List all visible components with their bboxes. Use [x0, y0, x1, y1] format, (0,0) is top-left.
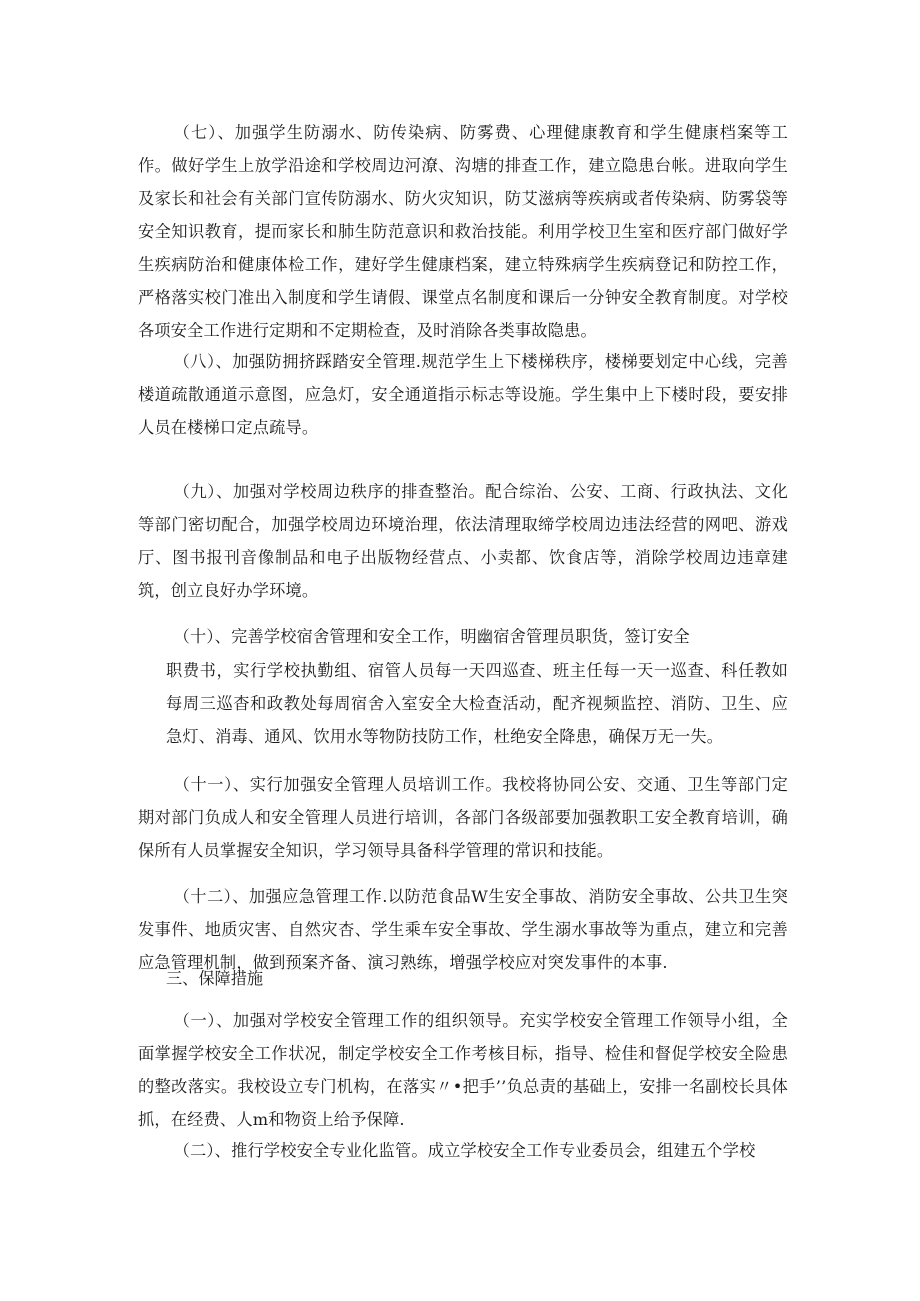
section-heading-safeguards: 三、保障措施 — [166, 969, 264, 988]
paragraph-7-health-education: （七）、加强学生防溺水、防传染病、防雾费、心理健康教育和学生健康档案等工作。做好学生上放学沿途和学校周边河潦、沟塘的排查工作，建立隐患台帐。进取向学生及家长和社会有关部门宣传防溺水、防火灾知识，防艾滋病等疾病或者传染病、防雾袋等安全知识教育，提而家长和肺生防范意识和救治技能。利用学校卫生室和医疗部门做好学生疾病防治和健康体检工作，建好学生健康档案，建立特殊病学生疾病登记和防控工作，严格落实校门准出入制度和学生请假、课堂点名制度和课后一分钟安全教育制度。对学校各项安全工作进行定期和不定期检查，及时消除各类事故隐患。 — [138, 123, 788, 340]
paragraph-2-professional-supervision: （二）、推行学校安全专业化监管。成立学校安全工作专业委员会，组建五个学校 — [173, 1141, 756, 1160]
paragraph-12-emergency-management: （十二）、加强应急管理工作.以防范食品W生安全事故、消防安全事故、公共卫生突发事件、地质灾害、自然灾杏、学生乘车安全事故、学生溺水事故等为重点，建立和完善应急管理机制，做到预案齐备、演习熟练，增强学校应对突发事件的本事. — [138, 887, 788, 972]
paragraph-10-continuation: 职费书，实行学校执勤组、宿管人员每一天四巡查、班主任每一天一巡查、科任教如每周三巡杳和政教处每周宿舍入室安全大检查活动，配齐视频监控、消防、卫生、应急灯、消毒、通风、饮用水等物防技防工作，杜绝安全降患，确保万无一失。 — [166, 661, 788, 746]
paragraph-9-surroundings-inspection: （九）、加强对学校周边秩序的排查整治。配合综治、公安、工商、行政执法、文化等部门密切配合，加强学校周边环境治理，依法清理取缔学校周边违法经营的网吧、游戏厅、图书报刊音像制品和电子出版物经营点、小卖都、饮食店等，消除学校周边违章建筑，创立良好办学环境。 — [138, 482, 788, 600]
paragraph-1-leadership: （一）、加强对学校安全管理工作的组织领导。充实学校安全管理工作领导小组，全面掌握学校安全工作状况，制定学校安全工作考核目标，指导、检佳和督促学校安全险患的整改落实。我校设立专门机构，在落实〃•把手’’负总责的基础上，安排一名副校长具体抓，在经费、人m和物资上给予保障. — [138, 1011, 788, 1129]
paragraph-11-staff-training: （十一）、实行加强安全管理人员培训工作。我校将协同公安、交通、卫生等部门定期对部门负成人和安全管理人员进行培训，各部门各级部要加强教职工安全教育培训，确保所有人员掌握安全知识，学习领导具备科学管理的常识和技能。 — [138, 775, 788, 860]
paragraph-10-dormitory-management: （十）、完善学校宿舍管理和安全工作，明幽宿舍管理员职货，签订安全 — [173, 627, 690, 646]
paragraph-8-stampede-prevention: （八）、加强防拥挤踩踏安全管理.规范学生上下楼梯秩序，楼梯要划定中心线，完善楼道疏散通道示意图，应急灯，安全通道指示标志等设施。学生集中上下楼时段，要安排人员在楼梯口定点疏导。 — [138, 352, 788, 437]
